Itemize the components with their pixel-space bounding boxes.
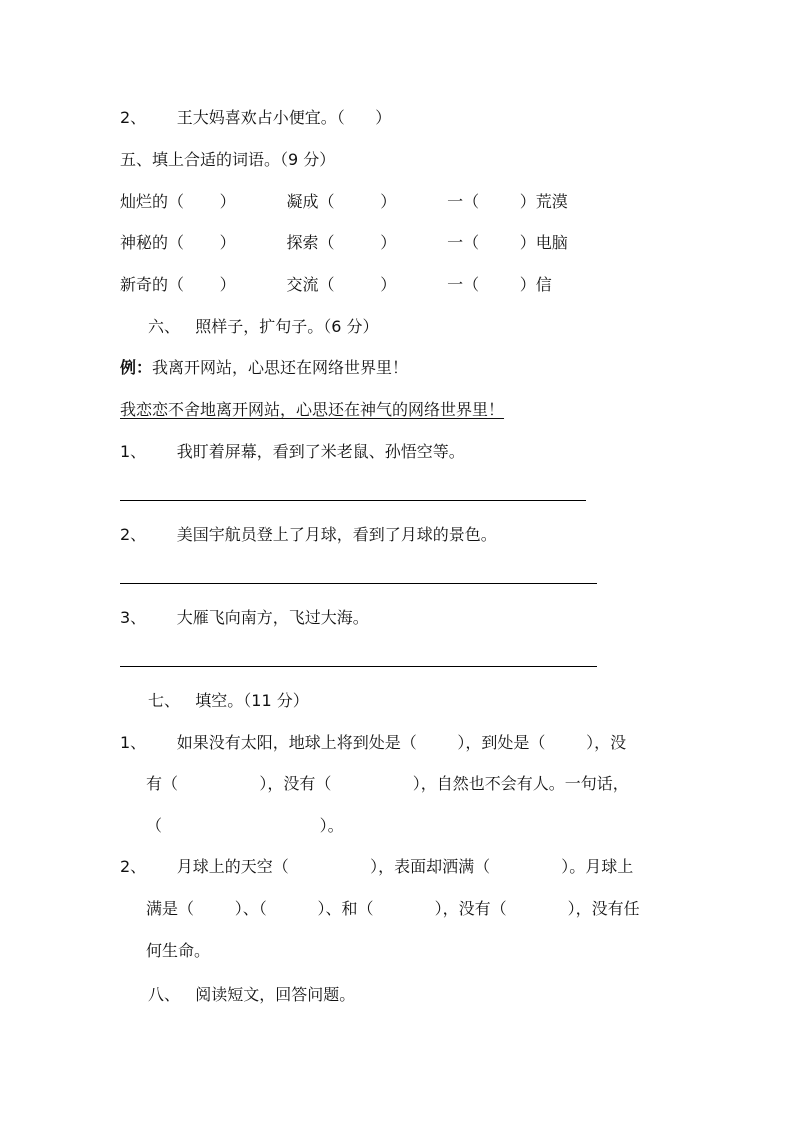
fill-q1-line-2: 有（ ），没有（ ），自然也不会有人。一句话， [146, 774, 629, 793]
fill-q1-line-3: （ ）。 [146, 816, 344, 835]
example-text: 我离开网站，心思还在网络世界里！ [152, 358, 409, 377]
fill-q2-line-2: 满是（ ）、（ ）、和（ ），没有（ ），没有任 [146, 899, 640, 918]
fill-q2-line-1: 2、 月球上的天空（ ），表面却洒满（ ）。月球上 [120, 857, 634, 876]
expand-q2: 2、 美国宇航员登上了月球，看到了月球的景色。 [120, 525, 497, 544]
example-line [120, 357, 408, 379]
fill-words-row-2: 神秘的（ ） 探索（ ） 一（ ）电脑 [120, 233, 568, 252]
fill-q2-line-3: 何生命。 [146, 941, 211, 960]
example-answer: 我恋恋不舍地离开网站，心思还在神气的网络世界里！ [120, 400, 505, 419]
fill-words-row-1: 灿烂的（ ） 凝成（ ） 一（ ）荒漠 [120, 192, 568, 211]
answer-rule-2 [120, 583, 597, 584]
expand-q3: 3、 大雁飞向南方，飞过大海。 [120, 608, 369, 627]
expand-q1: 1、 我盯着屏幕，看到了米老鼠、孙悟空等。 [120, 442, 465, 461]
answer-rule-3 [120, 666, 597, 667]
section-7-title: 七、 填空。（11 分） [148, 691, 309, 710]
line-q2: 2、 王大妈喜欢占小便宜。（ ） [120, 108, 392, 127]
section-5-title: 五、填上合适的词语。（9 分） [120, 150, 336, 169]
fill-words-row-3: 新奇的（ ） 交流（ ） 一（ ）信 [120, 275, 552, 294]
section-6-title: 六、 照样子，扩句子。（6 分） [148, 317, 379, 336]
fill-q1-line-1: 1、 如果没有太阳，地球上将到处是（ ），到处是（ ），没 [120, 733, 627, 752]
answer-rule-1 [120, 500, 586, 501]
example-label: 例： [120, 358, 153, 377]
section-8-title: 八、 阅读短文，回答问题。 [148, 985, 356, 1004]
